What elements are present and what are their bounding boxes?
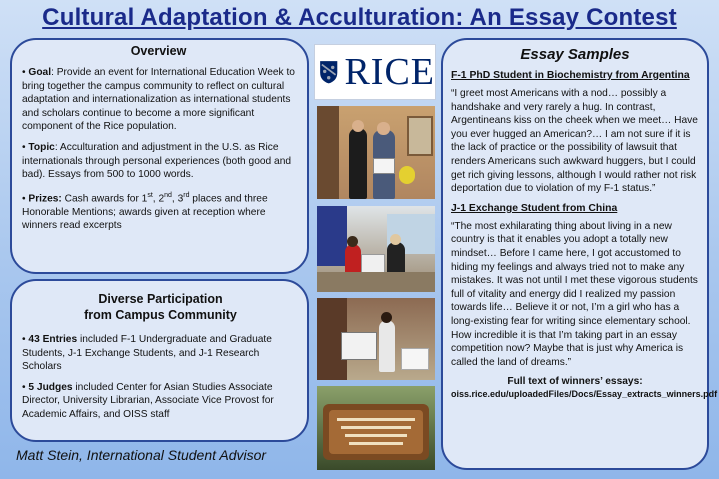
entries-text: included F-1 Undergraduate and Graduate Students, J-1 Exchange Students, and J-1 Research Scholars xyxy=(22,334,272,373)
rice-shield-icon xyxy=(319,51,338,93)
prizes-bullet: • Prizes: Cash awards for 1st, 2nd, 3rd places and three Honorable Mentions; awards given at reception where winners read excerpts xyxy=(22,191,268,232)
entries-bullet: • 43 Entries included F-1 Undergraduate and Graduate Students, J-1 Exchange Students, and J-1 Research Scholars xyxy=(22,334,272,373)
topic-text: : Acculturation and adjustment in the U.S. as Rice internationals through personal experiences (both good and bad). Essays from 500 to 1000 words. xyxy=(22,141,292,181)
overview-heading: Overview xyxy=(130,44,187,58)
goal-label: Goal xyxy=(28,67,52,78)
goal-text: : Provide an event for International Education Week to bring together the campus community to reflect on cultural adaptation and internationalization as international students and scholars continue to become a more significant component of the Rice population. xyxy=(22,67,295,133)
topic-label: Topic xyxy=(28,141,55,153)
prizes-sup-2: nd xyxy=(164,191,172,199)
prizes-text-4: places and three Honorable Mentions; awards given at reception where winners read excerpts xyxy=(22,193,268,232)
photo-poster-display xyxy=(317,298,435,380)
prizes-text-2: , 2 xyxy=(152,193,165,205)
topic-bullet: • Topic: Acculturation and adjustment in the U.S. as Rice internationals through personal experiences (both good and bad). Essays from 500 to 1000 words. xyxy=(22,141,292,181)
prizes-label: Prizes: xyxy=(28,193,62,205)
sample2-title: J-1 Exchange Student from China xyxy=(451,202,618,214)
diverse-participation-panel xyxy=(10,279,309,442)
overview-panel xyxy=(10,38,309,274)
sample1-quote: “I greet most Americans with a nod… possibly a handshake and very rarely a hug. In contrast, Argentineans kiss on the cheek when we meet… Have you ever hugged an American?… I am not sure if it is the lack of practice or the possibility of lawsuit that renders Americans such awkward huggers, but I could get rich giving lessons, although I would rather not risk deportation due to violation of my F-1 status.” xyxy=(451,88,698,195)
poster-title: Cultural Adaptation & Acculturation: An Essay Contest xyxy=(42,4,677,31)
rice-logo xyxy=(314,44,436,100)
essays-url[interactable]: oiss.rice.edu/uploadedFiles/Docs/Essay_extracts_winners.pdf xyxy=(451,389,718,400)
samples-heading: Essay Samples xyxy=(520,46,630,63)
judges-bullet: • 5 Judges included Center for Asian Studies Associate Director, University Librarian, Associate Vice Provost for Academic Affairs, and OISS staff xyxy=(22,381,274,420)
prizes-text-3: , 3 xyxy=(171,193,184,205)
judges-text: included Center for Asian Studies Associate Director, University Librarian, Associate Vice Provost for Academic Affairs, and OISS staff xyxy=(22,381,274,420)
footer-credit: Matt Stein, International Student Advisor xyxy=(16,447,267,463)
photo-award-presentation xyxy=(317,106,435,199)
prizes-sup-3: rd xyxy=(183,191,190,199)
sample1-title: F-1 PhD Student in Biochemistry from Argentina xyxy=(451,70,690,81)
diverse-heading-line2: from Campus Community xyxy=(84,308,237,322)
diverse-heading-line1: Diverse Participation xyxy=(98,292,223,306)
goal-bullet: • Goal: Provide an event for International Education Week to bring together the campus community to reflect on cultural adaptation and internationalization as international students and scholars continue to become a more significant component of the Rice population. xyxy=(22,67,295,133)
diverse-heading xyxy=(22,291,299,323)
judges-label: 5 Judges xyxy=(28,381,73,393)
entries-label: 43 Entries xyxy=(28,334,78,345)
essay-samples-panel xyxy=(441,38,718,470)
photo-cake xyxy=(317,386,435,470)
fulltext-label: Full text of winners’ essays: xyxy=(507,376,643,388)
prizes-text-1: Cash awards for 1 xyxy=(61,193,148,205)
prizes-sup-1: st xyxy=(147,191,153,199)
rice-logo-text: RICE xyxy=(344,51,435,93)
sample2-quote: “The most exhilarating thing about living in a new country is that it enables you adopt a totally new mindset… Before I came here, I got accustomed to hiding my feelings and always tried not to make any mistakes. It was not until I met these vigorous students full of vitality and energy did I realized my passion towards life… Believe it or not, I’m a girl who has a long-existing fear for writing since elementary school. How incredible it is that I’m taking part in an essay competition now? Maybe that is just why America is called the land of dreams.” xyxy=(451,220,698,368)
photo-reception-table xyxy=(317,206,435,292)
